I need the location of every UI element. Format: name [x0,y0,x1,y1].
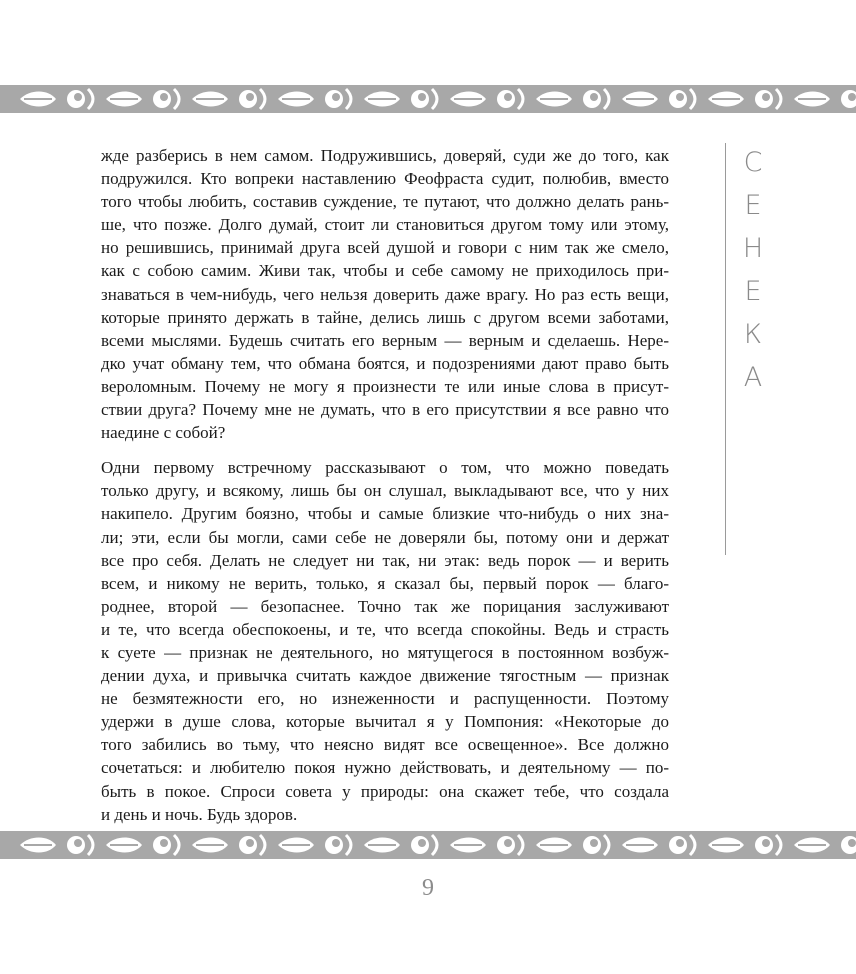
running-title-letter: А [743,362,763,393]
text-line: ствии друга? Почему мне не думать, что в его присутствии я все равно что [101,400,669,420]
text-line: знаваться в чем-нибудь, чего нельзя доверить даже врагу. Но раз есть вещи, [101,284,669,304]
top-ornamental-border [0,77,856,121]
text-line: все про себя. Делать не следует ни так, ни этак: ведь порок — и верить [101,550,669,570]
text-line: и те, что всегда обеспокоены, и те, что всегда спокойны. Ведь и страсть [101,619,669,639]
paragraph-2 [101,456,669,826]
text-line: сочетаться: и любителю покоя нужно действовать, и деятельному — по- [101,758,669,778]
running-title-letter: С [743,147,763,178]
text-line: Одни первому встречному рассказывают о том, что можно поведать [101,458,669,478]
running-title-vertical [738,141,768,399]
body-text [101,144,669,826]
text-line: ше, что позже. Долго думай, стоит ли становиться другом тому или этому, [101,215,669,235]
text-line: дении духа, и привычка считать каждое движение тягостным — признак [101,666,669,686]
text-line: только другу, и всякому, лишь бы он слушал, выкладывают все, что у них [101,481,669,501]
text-line: накипело. Другим боязно, чтобы и самые близкие что-нибудь о них зна- [101,504,669,524]
text-line: не безмятежности его, но изнеженности и распущенности. Поэтому [101,689,669,709]
text-line: наедине с собой? [101,423,226,443]
text-line: дко учат обману тем, что обмана боятся, и подозрениями дают право быть [101,353,669,373]
text-line: того чтобы любить, составив суждение, те путают, что должно делать рань- [101,192,669,212]
text-line: подружился. Кто вопреки наставлению Феофраста судит, полюбив, вместо [101,169,669,189]
text-line: быть в покое. Спроси совета у природы: она скажет тебе, что создала [101,781,669,801]
running-title-letter: Е [744,276,762,307]
text-line: вероломным. Почему не могу я произнести те или иные слова в присут- [101,376,669,396]
text-line: того забились во тьму, что неясно видят все освещенное». Все должно [101,735,669,755]
running-title-letter: Н [742,233,764,264]
page-number: 9 [422,875,434,901]
text-line: всеми мыслями. Будешь считать его верным — верным и сделаешь. Нере- [101,330,669,350]
text-line: жде разберись в нем самом. Подружившись, доверяй, суди же до того, как [101,146,669,165]
text-line: удержи в душе слова, которые вычитал я у Помпония: «Некоторые до [101,712,669,732]
text-line: как с собою самим. Живи так, чтобы и себе самому не приходилось при- [101,261,669,281]
text-line: всем, и никому не верить, только, я сказал бы, первый порок — благо- [101,573,669,593]
text-line: к суете — признак не деятельного, но мятущегося в постоянном возбуж- [101,642,669,662]
text-line: ли; эти, если бы могли, сами себе не доверяли бы, потому они и держат [101,527,669,547]
text-line: и день и ночь. Будь здоров. [101,804,298,824]
running-title-letter: К [743,319,763,350]
paragraph-1 [101,144,669,444]
bottom-ornamental-border [0,823,856,867]
text-line: но решившись, принимай друга всей душой и говори с ним так же смело, [101,238,669,258]
text-line: роднее, второй — безопаснее. Точно так же порицания заслуживают [101,596,669,616]
vertical-divider-rule [725,143,726,555]
text-line: которые принято держать в тайне, делись лишь с другом всеми заботами, [101,307,669,327]
running-title-letter: Е [744,190,762,221]
